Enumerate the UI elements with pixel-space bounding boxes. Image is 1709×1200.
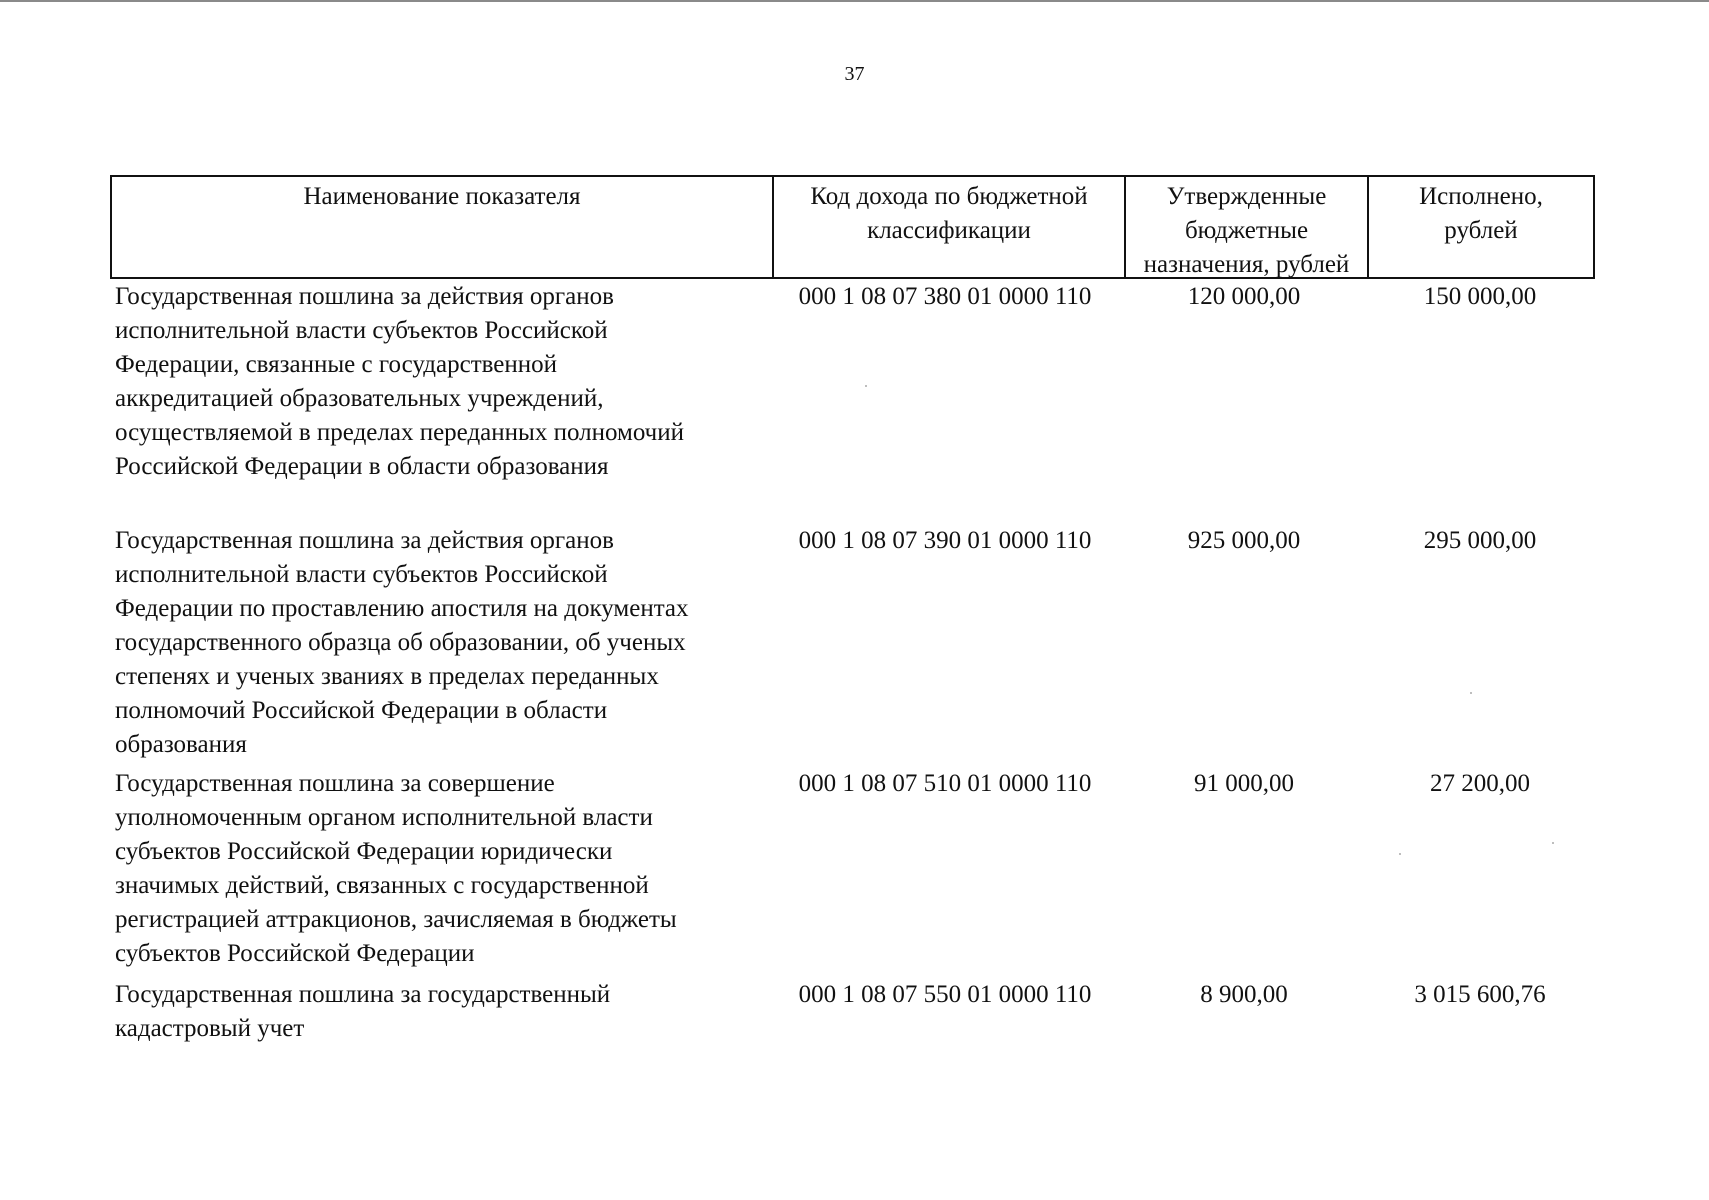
row-name-line: регистрацией аттракционов, зачисляемая в бюджеты [115, 906, 677, 933]
row-name-line: субъектов Российской Федерации [115, 940, 475, 967]
row-name-line: исполнительной власти субъектов Российской [115, 317, 608, 344]
row-name-line: исполнительной власти субъектов Российской [115, 561, 608, 588]
row-approved: 120 000,00 [1187, 283, 1301, 310]
row-code: 000 1 08 07 380 01 0000 110 [798, 283, 1092, 310]
header-name-text: Наименование показателя [303, 183, 581, 210]
row-name-line: уполномоченным органом исполнительной власти [115, 804, 653, 831]
row-code: 000 1 08 07 550 01 0000 110 [798, 981, 1092, 1008]
row-executed: 3 015 600,76 [1414, 981, 1546, 1008]
header-approved [1126, 177, 1367, 282]
header-code-line: Код дохода по бюджетной [810, 183, 1088, 210]
scan-speck [1399, 853, 1401, 855]
row-name-line: аккредитацией образовательных учреждений, [115, 385, 604, 412]
row-name-line: образования [115, 731, 247, 758]
row-executed: 295 000,00 [1423, 527, 1537, 554]
table-row-name [115, 524, 765, 762]
scan-speck [865, 385, 867, 387]
row-name-line: значимых действий, связанных с государственной [115, 872, 649, 899]
row-name-line: кадастровый учет [115, 1015, 305, 1042]
row-approved: 925 000,00 [1187, 527, 1301, 554]
row-name-line: Государственная пошлина за действия органов [115, 283, 614, 310]
row-name-line: Федерации, связанные с государственной [115, 351, 558, 378]
table-row-name [115, 767, 765, 971]
row-name-line: государственного образца об образовании, об ученых [115, 629, 686, 656]
table-header [110, 175, 1595, 279]
row-code: 000 1 08 07 390 01 0000 110 [798, 527, 1092, 554]
row-name-line: субъектов Российской Федерации юридически [115, 838, 613, 865]
header-executed-line: рублей [1444, 217, 1518, 244]
row-code: 000 1 08 07 510 01 0000 110 [798, 770, 1092, 797]
header-executed [1369, 177, 1593, 248]
row-name-line: полномочий Российской Федерации в области [115, 697, 608, 724]
header-executed-line: Исполнено, [1419, 183, 1543, 210]
table-row-name [115, 978, 765, 1046]
row-name-line: Государственная пошлина за совершение [115, 770, 555, 797]
header-code-line: классификации [867, 217, 1031, 244]
scan-edge [0, 0, 1709, 2]
row-name-line: Государственная пошлина за государственный [115, 981, 611, 1008]
row-approved: 91 000,00 [1194, 770, 1294, 797]
table-row-name [115, 280, 765, 484]
header-approved-line: бюджетные [1184, 217, 1309, 244]
row-name-line: осуществляемой в пределах переданных полномочий [115, 419, 685, 446]
row-executed: 27 200,00 [1430, 770, 1530, 797]
row-approved: 8 900,00 [1200, 981, 1288, 1008]
row-name-line: Государственная пошлина за действия органов [115, 527, 614, 554]
header-name [112, 177, 772, 214]
scan-speck [1552, 842, 1554, 844]
header-approved-line: Утвержденные [1166, 183, 1327, 210]
row-name-line: Федерации по проставлению апостиля на документах [115, 595, 689, 622]
header-code [774, 177, 1124, 248]
scan-speck [1470, 692, 1472, 694]
header-approved-line: назначения, рублей [1143, 251, 1350, 278]
page-number: 37 [844, 63, 865, 85]
row-name-line: Российской Федерации в области образования [115, 453, 609, 480]
row-executed: 150 000,00 [1423, 283, 1537, 310]
row-name-line: степенях и ученых званиях в пределах переданных [115, 663, 659, 690]
